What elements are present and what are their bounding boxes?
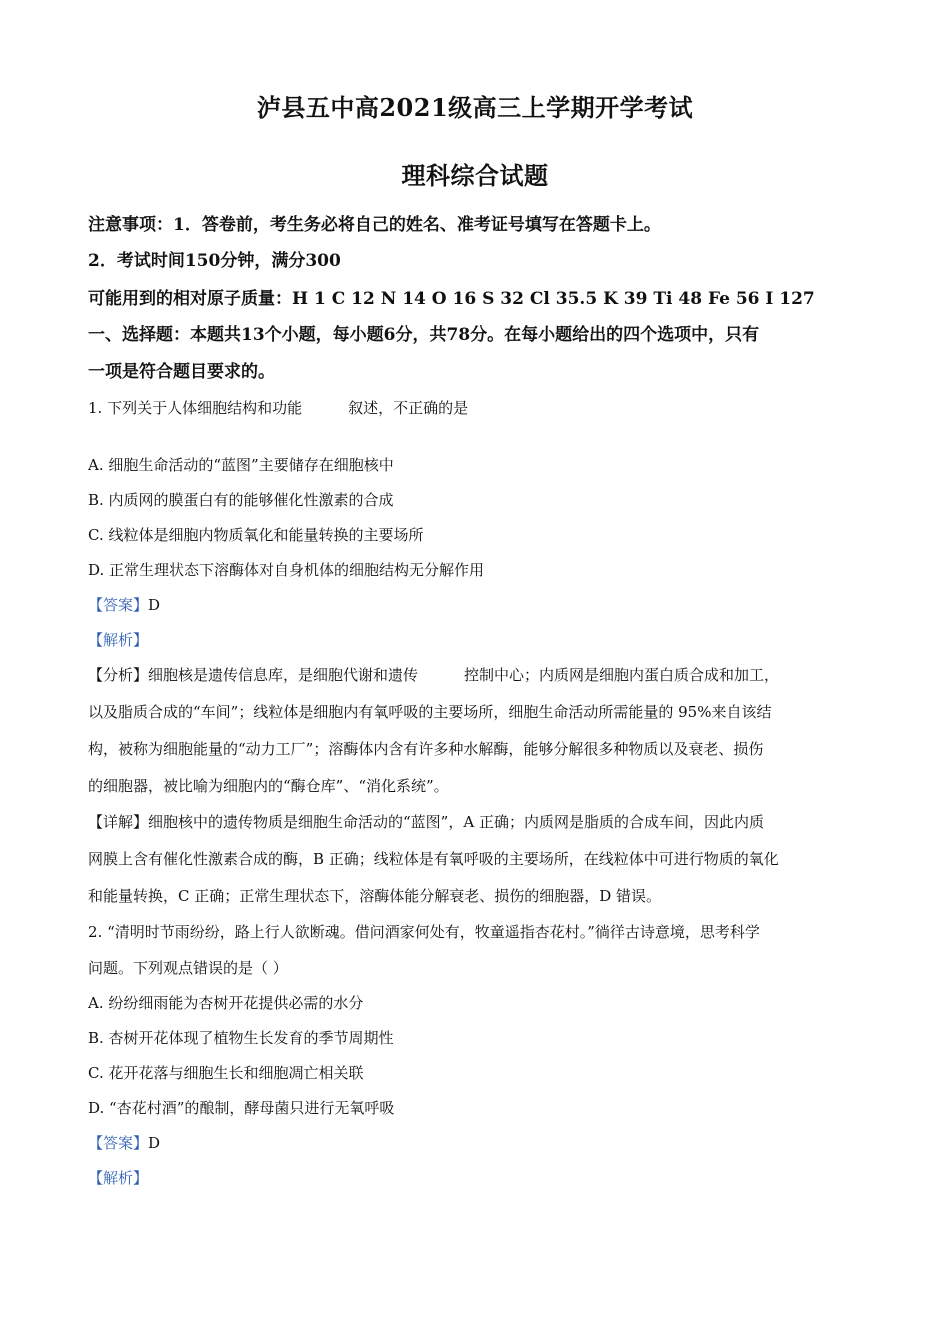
q1-option-b: B. 内质网的膜蛋白有的能够催化性激素的合成 [88, 491, 394, 509]
q1-analysis-line-2: 以及脂质合成的“车间”；线粒体是细胞内有氧呼吸的主要场所，细胞生命活动所需能量的 95%来自该结 [88, 703, 772, 721]
q2-stem-line-2: 问题。下列观点错误的是（ ） [88, 959, 288, 977]
q2-answer-value: D [148, 1134, 161, 1152]
q1-option-c: C. 线粒体是细胞内物质氧化和能量转换的主要场所 [88, 526, 424, 544]
q2-option-d: D. “杏花村酒”的酿制，酵母菌只进行无氧呼吸 [88, 1099, 395, 1117]
q1-answer-value: D [148, 596, 161, 614]
q1-analysis-line-3: 构，被称为细胞能量的“动力工厂”；溶酶体内含有许多种水解酶，能够分解很多种物质以及衰老、损伤 [88, 740, 764, 758]
q1-detail-line-3: 和能量转换，C 正确；正常生理状态下，溶酶体能分解衰老、损伤的细胞器，D 错误。 [88, 887, 662, 905]
exam-subtitle: 理科综合试题 [401, 161, 549, 190]
q1-analysis-line-1 [88, 664, 779, 685]
exam-title: 泸县五中高2021级高三上学期开学考试 [256, 93, 694, 122]
q2-answer-tag: 【答案】 [88, 1134, 149, 1152]
notes-line-2: 2．考试时间150分钟，满分300 [88, 251, 341, 271]
notes-line-1: 注意事项：1．答卷前，考生务必将自己的姓名、准考证号填写在答题卡上。 [88, 215, 661, 235]
q1-detail-line-2: 网膜上含有催化性激素合成的酶，B 正确；线粒体是有氧呼吸的主要场所，在线粒体中可进行物质的氧化 [88, 850, 779, 868]
atomic-mass-line: 可能用到的相对原子质量：H 1 C 12 N 14 O 16 S 32 Cl 35.5 K 39 Ti 48 Fe 56 I 127 [88, 289, 815, 309]
q1-analysis-tag: 【解析】 [88, 631, 149, 649]
q1-detail-line-1: 【详解】细胞核中的遗传物质是细胞生命活动的“蓝图”，A 正确；内质网是脂质的合成车间，因此内质 [88, 813, 764, 831]
q1-analysis-line-1-b: 控制中心；内质网是细胞内蛋白质合成和加工， [464, 666, 780, 684]
q1-answer [88, 594, 160, 615]
q2-option-c: C. 花开花落与细胞生长和细胞凋亡相关联 [88, 1064, 364, 1082]
section-heading-line-2: 一项是符合题目要求的。 [88, 362, 275, 382]
q1-stem-part-a: 1. 下列关于人体细胞结构和功能 [88, 399, 303, 417]
q2-stem-line-1: 2. “清明时节雨纷纷，路上行人欲断魂。借问酒家何处有，牧童遥指杏花村。”徜徉古诗意境，思考科学 [88, 923, 760, 941]
q1-option-a: A. 细胞生命活动的“蓝图”主要储存在细胞核中 [88, 456, 394, 474]
q1-option-d: D. 正常生理状态下溶酶体对自身机体的细胞结构无分解作用 [88, 561, 485, 579]
q2-answer [88, 1132, 160, 1153]
q1-stem [88, 397, 468, 418]
section-heading-line-1: 一、选择题：本题共13个小题，每小题6分，共78分。在每小题给出的四个选项中，只有 [88, 325, 760, 345]
q1-analysis-line-1-a: 【分析】细胞核是遗传信息库，是细胞代谢和遗传 [88, 666, 419, 684]
q1-analysis-line-4: 的细胞器，被比喻为细胞内的“酶仓库”、“消化系统”。 [88, 777, 449, 795]
q2-analysis-tag: 【解析】 [88, 1169, 149, 1187]
q2-option-b: B. 杏树开花体现了植物生长发育的季节周期性 [88, 1029, 394, 1047]
q1-answer-tag: 【答案】 [88, 596, 149, 614]
q1-stem-part-b: 叙述，不正确的是 [348, 399, 469, 417]
q2-option-a: A. 纷纷细雨能为杏树开花提供必需的水分 [88, 994, 364, 1012]
